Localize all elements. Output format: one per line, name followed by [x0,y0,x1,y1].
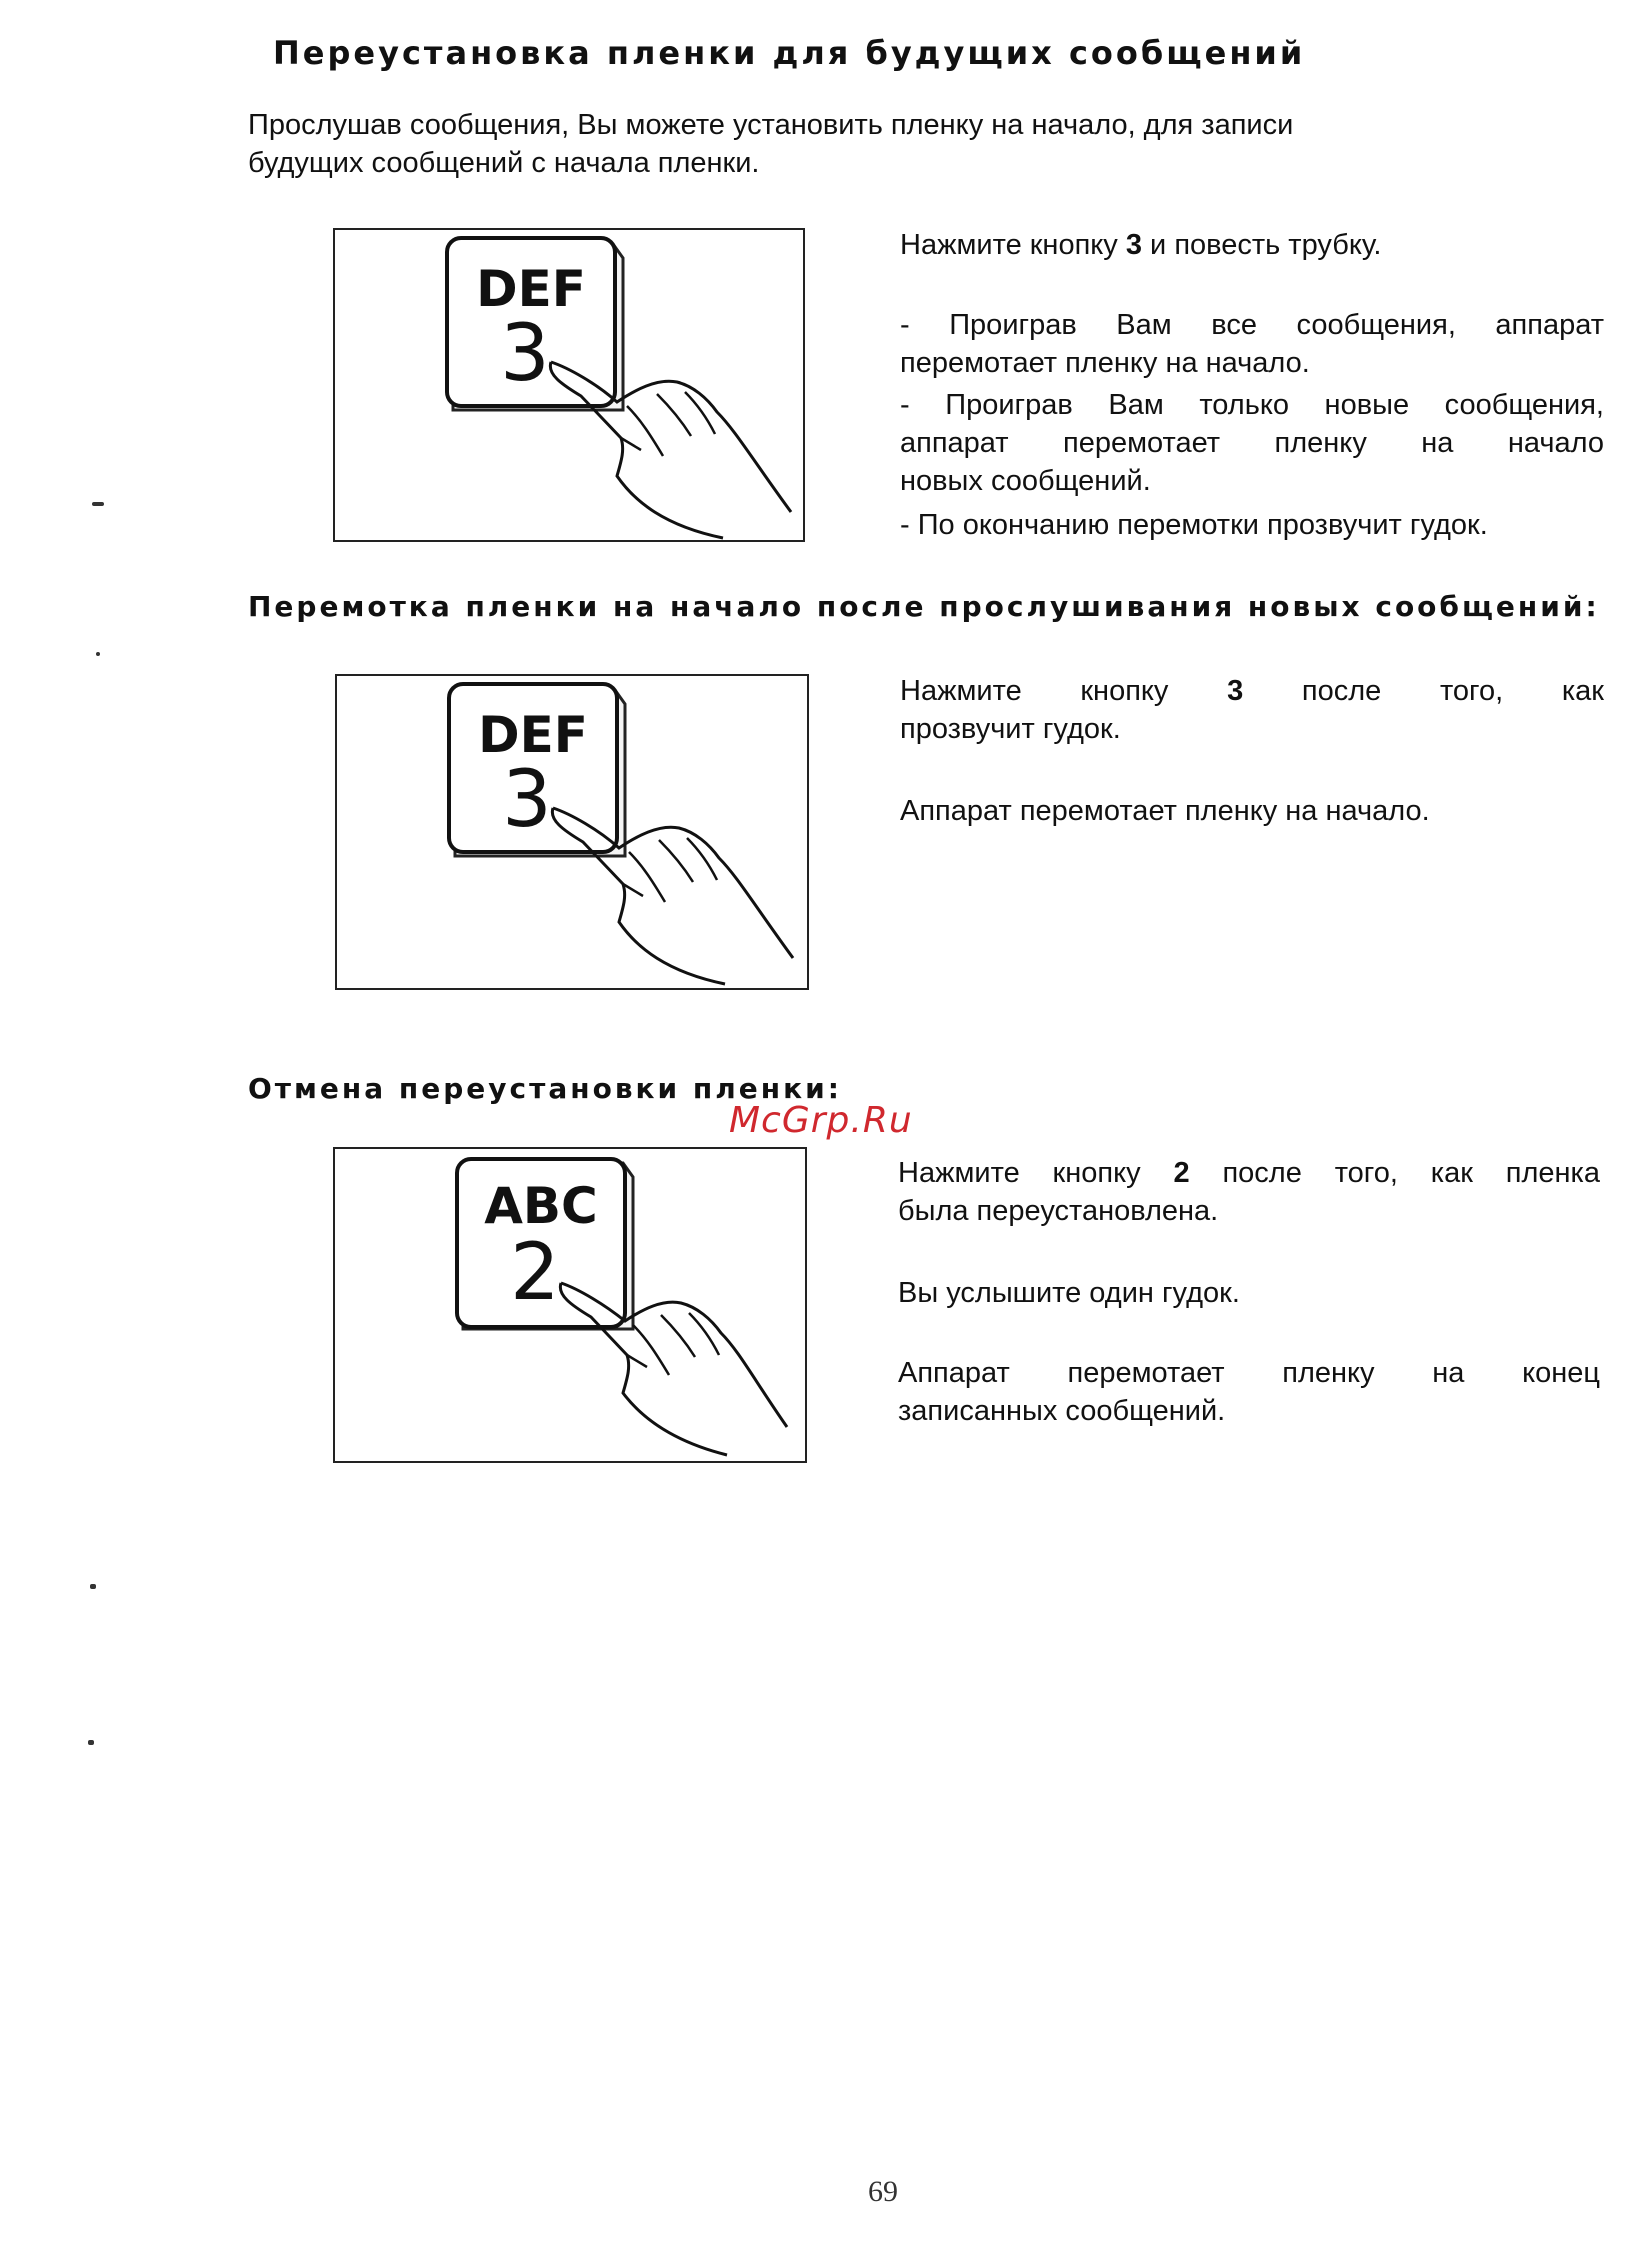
result-line: Аппарат перемотает пленку на конец [898,1357,1600,1389]
key-number: 2 [1173,1157,1190,1189]
instruction-line-1 [898,1154,1600,1192]
page-number: 69 [868,2175,898,2208]
note-line: перемотает пленку на начало. [900,347,1310,379]
instruction-suffix: и повесть трубку. [1142,229,1382,261]
instruction-press-3-after-beep [900,672,1604,748]
key-press-figure-def3-a [333,228,805,542]
result-rewind-to-end [898,1354,1600,1430]
instruction-press-2-after-reset [898,1154,1600,1230]
section-title-reset-tape: Переустановка пленки для будущих сообщений [273,34,1306,72]
instruction-line-2: прозвучит гудок. [900,713,1121,745]
instruction-suffix: после того, как пленка [1189,1157,1601,1189]
finger-pressing-key-illustration [335,1149,805,1461]
intro-paragraph [248,106,1478,182]
scan-speck [92,502,104,506]
note-line: - Проиграв Вам только новые сообщения, [900,389,1604,421]
result-rewind-to-start: Аппарат перемотает пленку на начало. [900,795,1430,827]
note-line: новых сообщений. [900,465,1151,497]
note-beep-after-rewind [900,506,1488,544]
key-letters: DEF [478,706,588,764]
intro-line-2: будущих сообщений с начала пленки. [248,147,760,179]
key-digit: 3 [502,755,552,845]
key-press-figure-abc2 [333,1147,807,1463]
note-line: аппарат перемотает пленку на начало [900,427,1604,459]
instruction-line-1 [900,672,1604,710]
key-press-figure-def3-b [335,674,809,990]
beep-once-note: Вы услышите один гудок. [898,1277,1240,1309]
key-number: 3 [1227,675,1244,707]
finger-pressing-key-illustration [335,230,803,540]
instruction-press-3-hang-up [900,226,1382,264]
watermark: McGrp.Ru [729,1100,913,1141]
instruction-suffix: после того, как [1243,675,1604,707]
note-new-messages [900,386,1604,500]
finger-pressing-key-illustration [337,676,807,988]
section-title-cancel-reset: Отмена переустановки пленки: [248,1072,842,1105]
result-line: записанных сообщений. [898,1395,1226,1427]
scan-speck [96,652,100,656]
instruction-prefix: Нажмите кнопку [898,1157,1174,1189]
note-line: - Проиграв Вам все сообщения, аппарат [900,309,1604,341]
scan-speck [88,1740,94,1745]
key-letters: ABC [484,1177,598,1235]
key-letters: DEF [476,260,586,318]
key-number: 3 [1125,229,1142,261]
instruction-line-2: была переустановлена. [898,1195,1219,1227]
intro-line-1: Прослушав сообщения, Вы можете установить пленку на начало, для записи [248,109,1294,141]
instruction-prefix: Нажмите кнопку [900,229,1126,261]
instruction-prefix: Нажмите кнопку [900,675,1228,707]
key-digit: 3 [500,309,550,399]
section-title-rewind-after-new: Перемотка пленки на начало после прослушивания новых сообщений: [248,590,1600,623]
key-digit: 2 [510,1228,560,1318]
scan-speck [90,1584,96,1589]
note-line: - По окончанию перемотки прозвучит гудок. [900,509,1488,541]
note-all-messages [900,306,1604,382]
